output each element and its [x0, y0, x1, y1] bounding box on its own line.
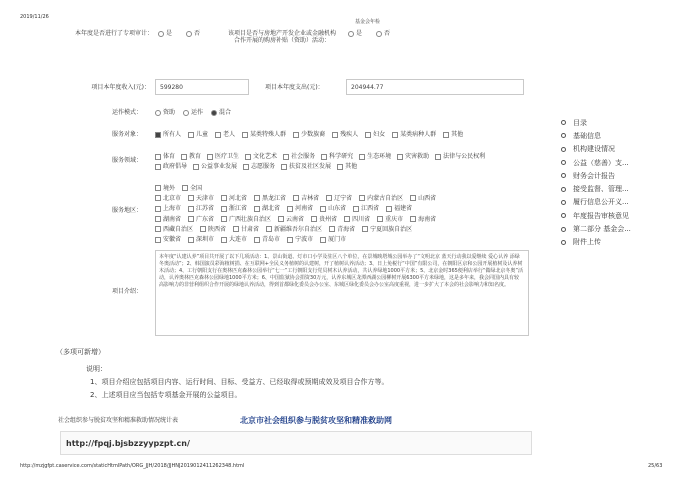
mode-option-label: 运作 [191, 109, 204, 116]
checkbox[interactable] [283, 154, 289, 160]
region-option[interactable] [254, 236, 280, 243]
radio-button[interactable] [376, 31, 382, 37]
checkbox[interactable] [155, 195, 161, 201]
mode-option[interactable] [183, 109, 203, 116]
housing-question-label: 该项目是否与房地产开发企业或金融机构合作开展的购房补贴（资助）活动： [228, 30, 337, 44]
checkbox[interactable] [188, 237, 194, 243]
nav-item[interactable] [561, 209, 673, 222]
region-row [155, 224, 515, 234]
table-title: 北京市社会组织参与脱贫攻坚和精准救助网 [240, 416, 392, 425]
region-option[interactable] [353, 205, 379, 212]
region-option-label: 大连市 [229, 236, 248, 244]
bullet-icon [561, 227, 566, 232]
link-url[interactable]: http://fpqj.bjsbzzyypzpt.cn/ [66, 439, 190, 448]
region-option-label: 云南省 [286, 215, 305, 223]
housing-option-label: 否 [384, 30, 391, 37]
region-option-label: 海南省 [418, 215, 437, 223]
region-option-label: 北京市 [163, 194, 182, 202]
service-field-option-label: 医疗卫生 [215, 153, 240, 160]
outline-nav [561, 116, 673, 249]
service-target-options [155, 131, 525, 138]
service-field-option[interactable] [435, 153, 485, 160]
checkbox[interactable] [332, 132, 338, 138]
region-option-label: 厦门市 [328, 236, 347, 244]
service-field-option[interactable] [155, 163, 187, 170]
service-field-option-label: 社会服务 [291, 153, 316, 160]
service-target-option-label: 某类病种人群 [400, 131, 437, 138]
region-option-label: 陕西省 [208, 225, 227, 233]
checkbox[interactable] [311, 216, 317, 222]
region-option-label: 深圳市 [196, 236, 215, 244]
region-option-label: 上海市 [163, 205, 182, 213]
income-value: 599280 [160, 84, 183, 91]
housing-option[interactable] [348, 30, 362, 37]
checkbox[interactable] [281, 164, 287, 170]
service-target-option-label: 其他 [451, 131, 464, 138]
service-field-option[interactable] [193, 163, 237, 170]
service-field-option-label: 体育 [163, 153, 176, 160]
service-field-option-label: 其他 [345, 163, 358, 170]
region-option-label: 西藏自治区 [163, 225, 194, 233]
nav-item-label: 机构建设情况 [573, 145, 615, 154]
checkbox[interactable] [443, 132, 449, 138]
nav-item-label: 基础信息 [573, 131, 601, 140]
checkbox[interactable] [221, 237, 227, 243]
region-option[interactable] [233, 226, 259, 233]
service-field-option[interactable] [281, 163, 331, 170]
service-target-option-label: 残疾人 [340, 131, 359, 138]
checkbox[interactable] [320, 206, 326, 212]
checkbox[interactable] [181, 154, 187, 160]
nav-item[interactable] [561, 116, 673, 129]
nav-item[interactable] [561, 196, 673, 209]
bullet-icon [561, 173, 566, 178]
income-label: 项目本年度收入(元)： [91, 84, 150, 91]
nav-item-label: 履行信息公开义... [573, 198, 629, 207]
notes-title: 说明： [86, 365, 107, 373]
service-target-option[interactable] [365, 131, 385, 138]
checkbox[interactable] [193, 164, 199, 170]
region-option[interactable] [188, 216, 214, 223]
region-option-label: 内蒙古自治区 [367, 194, 404, 202]
region-option-label: 新疆维吾尔自治区 [274, 225, 323, 233]
region-row [155, 193, 515, 203]
checkbox[interactable] [155, 226, 161, 232]
intro-text: 本年度“认建认养”项目共开展了以下几项活动：1、景山街道、灯市口小学及驻区八个单位，在景城映塔城公园举办了“文明北京 蓝天行动我以爱继续 爱心认养 添绿冬奥活动”；2、韩国演员彩海植树捐、在互联网+全民义务植树的认建树，开了植树认养活动；3、日上免税行“中国”有限公司，在朝阳区京和公园开展植树及认养树木活动；4、工行朝阳支行在奥林匹克森林公园举行“七一”工行朝阳支行党员树木认养活动，共认养绿地1000平方米；5、北京金时365便利店举行“做绿北京冬奥”活动，认养奥林匹克森林公园绿地1000平方米；6、中国监狱协会捐资30万元，认养东城区龙潭西湖公园柳树开展6300平方米绿地，这是多年来，我会同国内具有较高影响力的非营利组织合作开展的绿地认养活动，得到首都绿化委员会办公室、东城区绿化委员会办公室高度重视，进一步扩大了本会的社会影响力和知名度。 [159, 254, 523, 288]
checkbox[interactable] [326, 195, 332, 201]
service-target-option-label: 老人 [223, 131, 236, 138]
checkbox[interactable] [266, 226, 272, 232]
checkbox[interactable] [410, 216, 416, 222]
checkbox[interactable] [362, 226, 368, 232]
bullet-icon [561, 240, 566, 245]
checkbox[interactable] [435, 154, 441, 160]
nav-item-label: 年度报告审核意见 [573, 211, 629, 220]
region-row [155, 234, 515, 244]
service-target-label: 服务对象： [111, 131, 142, 138]
region-option[interactable] [182, 185, 202, 192]
service-target-option-label: 少数族裔 [301, 131, 326, 138]
service-field-option[interactable] [181, 153, 201, 160]
radio-button[interactable] [158, 31, 164, 37]
nav-item-label: 附件上传 [573, 238, 601, 247]
expense-label: 项目本年度支出(元)： [265, 84, 324, 91]
checkbox[interactable] [353, 206, 359, 212]
region-option[interactable] [155, 216, 181, 223]
region-option-label: 河南省 [295, 205, 314, 213]
region-option[interactable] [359, 195, 403, 202]
checkbox[interactable] [182, 185, 188, 191]
service-field-option-label: 政府倡导 [163, 163, 188, 170]
region-option[interactable] [221, 195, 247, 202]
checkbox[interactable] [215, 132, 221, 138]
region-option-label: 河北省 [229, 194, 248, 202]
region-option[interactable] [278, 216, 304, 223]
region-option[interactable] [200, 226, 226, 233]
checkbox[interactable] [221, 216, 227, 222]
region-option-label: 山西省 [418, 194, 437, 202]
region-row [155, 183, 515, 193]
region-option-label: 辽宁省 [334, 194, 353, 202]
region-option-label: 广西壮族自治区 [229, 215, 272, 223]
checkbox[interactable] [320, 237, 326, 243]
service-target-option[interactable] [293, 131, 325, 138]
expense-value: 204944.77 [351, 84, 384, 91]
region-option[interactable] [155, 195, 181, 202]
region-option[interactable] [155, 226, 193, 233]
service-target-option[interactable] [443, 131, 463, 138]
audit-option-label: 是 [166, 30, 173, 37]
region-option-label: 重庆市 [385, 215, 404, 223]
checkbox[interactable] [155, 154, 161, 160]
audit-option[interactable] [158, 30, 172, 37]
checkbox[interactable] [359, 195, 365, 201]
mode-option-label: 资助 [163, 109, 176, 116]
region-option-label: 湖北省 [262, 205, 281, 213]
checkbox[interactable] [254, 206, 260, 212]
checkbox[interactable] [242, 132, 248, 138]
footer-url: http://mzjgfpt.caservice.com/staticHtmlPath/ORG_JJH/2018/JJHNJ2019012411262348.html [20, 463, 245, 469]
audit-options [158, 30, 214, 37]
checkbox[interactable] [254, 195, 260, 201]
mode-option-label: 混合 [219, 109, 232, 116]
service-target-option[interactable] [188, 131, 208, 138]
service-field-option-label: 科学研究 [329, 153, 354, 160]
bullet-icon [561, 147, 566, 152]
checkbox[interactable] [188, 206, 194, 212]
nav-item-label: 公益（慈善）支... [573, 158, 629, 167]
checkbox[interactable] [293, 195, 299, 201]
region-option[interactable] [188, 205, 214, 212]
nav-item[interactable] [561, 169, 673, 182]
mode-option[interactable] [211, 109, 231, 116]
checkbox[interactable] [293, 132, 299, 138]
service-field-options [155, 153, 495, 170]
service-field-option[interactable] [245, 153, 277, 160]
checkbox[interactable] [254, 237, 260, 243]
checkbox[interactable] [155, 185, 161, 191]
service-field-option-label: 公益事业发展 [201, 163, 238, 170]
checkbox[interactable] [287, 206, 293, 212]
bullet-icon [561, 120, 566, 125]
service-target-option[interactable] [332, 131, 358, 138]
region-option-label: 江西省 [361, 205, 380, 213]
region-option-label: 宁夏回族自治区 [370, 225, 413, 233]
checkbox[interactable] [278, 216, 284, 222]
table-caption: 社会组织参与脱贫攻坚和精准救助情况统计表 [58, 417, 179, 424]
audit-option-label: 否 [194, 30, 201, 37]
housing-option[interactable] [376, 30, 390, 37]
service-region-label: 服务地区： [111, 207, 142, 214]
region-option[interactable] [155, 205, 181, 212]
region-option[interactable] [386, 205, 412, 212]
service-target-option[interactable] [155, 131, 181, 138]
service-field-option-label: 教育 [189, 153, 202, 160]
mode-option[interactable] [155, 109, 175, 116]
radio-button[interactable] [183, 110, 189, 116]
region-option[interactable] [155, 185, 175, 192]
nav-item-label: 第二部分 基金会... [573, 225, 631, 234]
service-field-option-label: 文化艺术 [253, 153, 278, 160]
notes-item-1: 1、项目介绍应包括项目内容、运行时间、目标、受益方、已经取得或预期成效及项目合作方等。 [90, 378, 389, 386]
checkbox[interactable] [188, 132, 194, 138]
region-option-label: 安徽省 [163, 236, 182, 244]
nav-item-label: 目录 [573, 118, 587, 127]
housing-options [348, 30, 404, 37]
checkbox[interactable] [207, 154, 213, 160]
region-option-label: 甘肃省 [241, 225, 260, 233]
page-number: 25/63 [648, 463, 663, 469]
region-option[interactable] [266, 226, 322, 233]
region-row [155, 214, 515, 224]
region-option-label: 贵州省 [319, 215, 338, 223]
checkbox[interactable] [221, 206, 227, 212]
service-field-option-label: 志愿服务 [251, 163, 276, 170]
checkbox[interactable] [245, 154, 251, 160]
region-option-label: 全国 [190, 184, 203, 192]
service-field-option[interactable] [283, 153, 315, 160]
bullet-icon [561, 133, 566, 138]
region-option[interactable] [329, 226, 355, 233]
housing-option-label: 是 [356, 30, 363, 37]
region-option-label: 天津市 [196, 194, 215, 202]
region-option-label: 青海省 [337, 225, 356, 233]
region-option[interactable] [254, 195, 286, 202]
service-field-option-label: 灾害救助 [405, 153, 430, 160]
service-target-option[interactable] [392, 131, 436, 138]
service-target-option-label: 儿童 [196, 131, 209, 138]
region-option[interactable] [293, 195, 319, 202]
intro-label: 项目介绍： [111, 288, 142, 295]
nav-item[interactable] [561, 143, 673, 156]
region-option[interactable] [221, 236, 247, 243]
checkbox[interactable] [386, 206, 392, 212]
bullet-icon [561, 160, 566, 165]
region-option[interactable] [410, 195, 436, 202]
service-field-label: 服务领域： [111, 157, 142, 164]
checkbox[interactable] [155, 237, 161, 243]
service-field-option-label: 法律与公民权利 [443, 153, 486, 160]
bullet-icon [561, 200, 566, 205]
region-option[interactable] [188, 195, 214, 202]
print-title: 基金会年检 [355, 19, 381, 25]
checkbox[interactable] [233, 226, 239, 232]
checkbox[interactable] [359, 154, 365, 160]
checkbox[interactable] [365, 132, 371, 138]
checkbox[interactable] [377, 216, 383, 222]
service-field-option[interactable] [359, 153, 391, 160]
radio-button[interactable] [155, 110, 161, 116]
service-field-option[interactable] [207, 153, 239, 160]
service-field-option[interactable] [397, 153, 429, 160]
checkbox[interactable] [410, 195, 416, 201]
region-option[interactable] [344, 216, 370, 223]
radio-button[interactable] [186, 31, 192, 37]
expense-field[interactable] [346, 79, 524, 95]
checkbox[interactable] [321, 154, 327, 160]
notes-item-2: 2、上述项目应当包括专项基金开展的公益项目。 [90, 391, 242, 399]
region-option[interactable] [221, 216, 271, 223]
region-option-label: 吉林省 [301, 194, 320, 202]
service-field-option[interactable] [321, 153, 353, 160]
audit-question-label: 本年度是否进行了专项审计： [74, 30, 153, 37]
region-option-label: 宁波市 [295, 236, 314, 244]
checkbox[interactable] [243, 164, 249, 170]
radio-button[interactable] [348, 31, 354, 37]
region-row [155, 204, 515, 214]
service-target-option[interactable] [215, 131, 235, 138]
add-more-note: （多项可新增） [56, 348, 105, 356]
audit-option[interactable] [186, 30, 200, 37]
region-option[interactable] [254, 205, 280, 212]
region-option[interactable] [221, 205, 247, 212]
checkbox[interactable] [155, 164, 161, 170]
service-target-option-label: 妇女 [373, 131, 386, 138]
checkbox[interactable] [221, 195, 227, 201]
region-option-label: 山东省 [328, 205, 347, 213]
service-field-option[interactable] [155, 153, 175, 160]
service-field-option[interactable] [243, 163, 275, 170]
checkbox[interactable] [155, 216, 161, 222]
region-option[interactable] [287, 205, 313, 212]
link-box [60, 431, 532, 455]
mode-label: 运作模式： [111, 109, 142, 116]
nav-item[interactable] [561, 222, 673, 235]
checkbox[interactable] [200, 226, 206, 232]
region-option[interactable] [311, 216, 337, 223]
region-option[interactable] [155, 236, 181, 243]
region-option[interactable] [410, 216, 436, 223]
checkbox[interactable] [287, 237, 293, 243]
checkbox[interactable] [188, 195, 194, 201]
service-target-option-label: 某类特殊人群 [250, 131, 287, 138]
intro-textarea[interactable] [155, 250, 529, 336]
print-date: 2019/11/26 [20, 14, 49, 20]
bullet-icon [561, 213, 566, 218]
checkbox[interactable] [155, 132, 161, 138]
region-option-label: 青岛市 [262, 236, 281, 244]
region-option-label: 福建省 [394, 205, 413, 213]
region-option[interactable] [320, 236, 346, 243]
region-option[interactable] [326, 195, 352, 202]
region-option[interactable] [287, 236, 313, 243]
checkbox[interactable] [155, 206, 161, 212]
mode-options [155, 109, 231, 116]
income-field[interactable] [155, 79, 249, 95]
service-field-option[interactable] [337, 163, 357, 170]
nav-item[interactable] [561, 156, 673, 169]
checkbox[interactable] [337, 164, 343, 170]
region-option-label: 湖南省 [163, 215, 182, 223]
checkbox[interactable] [392, 132, 398, 138]
service-target-option-label: 所有人 [163, 131, 182, 138]
region-option[interactable] [188, 236, 214, 243]
region-option[interactable] [377, 216, 403, 223]
region-option-label: 广东省 [196, 215, 215, 223]
checkbox[interactable] [188, 216, 194, 222]
nav-item-label: 接受监督、管理... [573, 185, 629, 194]
nav-item[interactable] [561, 182, 673, 195]
checkbox[interactable] [344, 216, 350, 222]
service-target-option[interactable] [242, 131, 286, 138]
radio-button[interactable] [211, 110, 217, 116]
nav-item[interactable] [561, 236, 673, 249]
checkbox[interactable] [329, 226, 335, 232]
region-option-label: 四川省 [352, 215, 371, 223]
region-option[interactable] [362, 226, 412, 233]
nav-item-label: 财务会计报告 [573, 171, 615, 180]
region-option-label: 江苏省 [196, 205, 215, 213]
nav-item[interactable] [561, 129, 673, 142]
service-field-option-label: 扶贫及社区发展 [289, 163, 332, 170]
region-option-label: 浙江省 [229, 205, 248, 213]
service-field-option-label: 生态环境 [367, 153, 392, 160]
service-region-options [155, 183, 515, 245]
region-option-label: 境外 [163, 184, 176, 192]
region-option[interactable] [320, 205, 346, 212]
region-option-label: 黑龙江省 [262, 194, 287, 202]
checkbox[interactable] [397, 154, 403, 160]
bullet-icon [561, 187, 566, 192]
